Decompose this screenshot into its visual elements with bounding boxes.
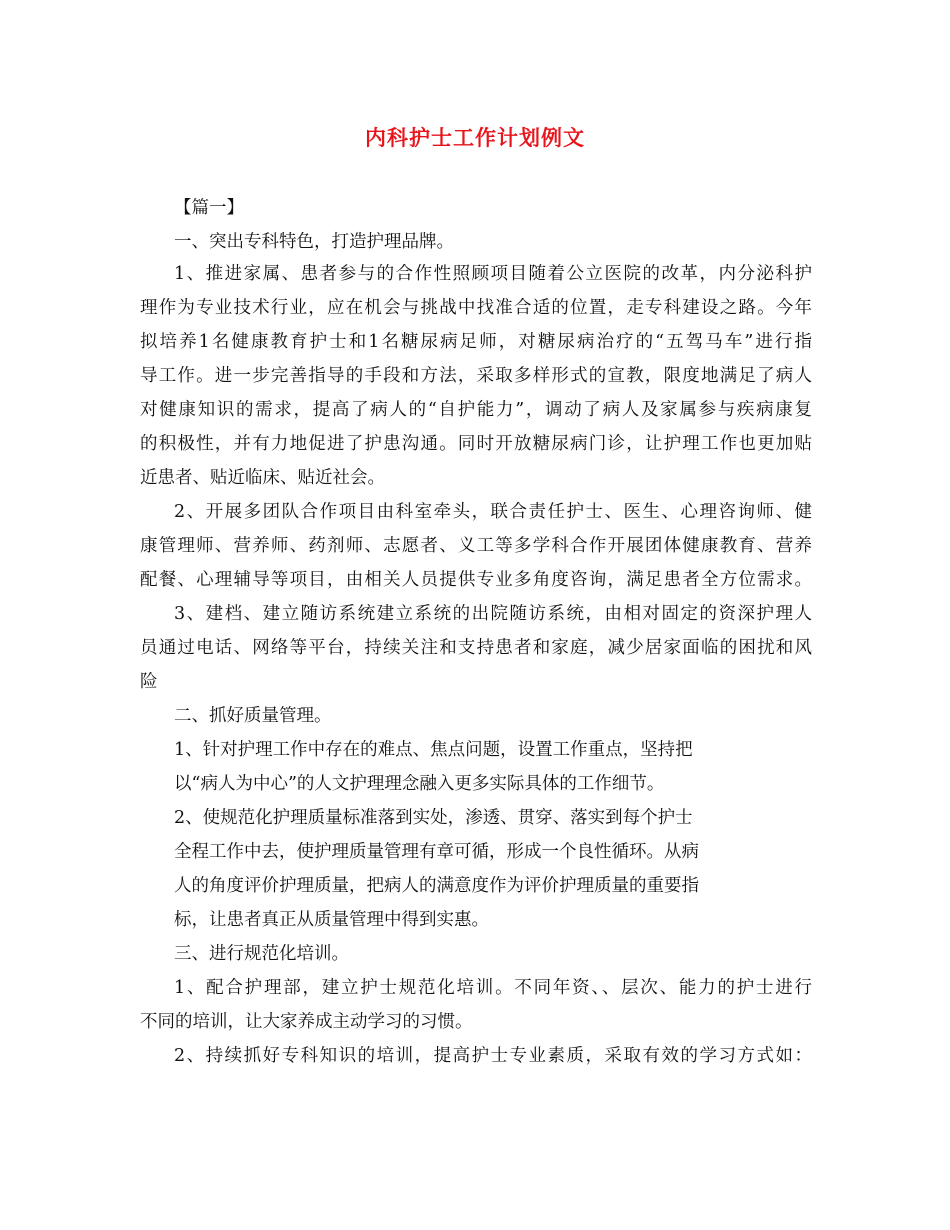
paragraph-line: 不同的培训，让大家养成主动学习的习惯。 <box>140 1012 473 1032</box>
paragraph-line: 2、持续抓好专科知识的培训，提高护士专业素质，采取有效的学习方式如： <box>174 1046 812 1066</box>
paragraph-line: 以“病人为中心”的人文护理理念融入更多实际具体的工作细节。 <box>174 774 665 794</box>
paragraph-line: 3、建档、建立随访系统建立系统的出院随访系统，由相对固定的资深护理人 <box>174 604 812 624</box>
paragraph-line: 对健康知识的需求，提高了病人的“自护能力”，调动了病人及家属参与疾病康复 <box>140 400 812 420</box>
paragraph-line: 近患者、贴近临床、贴近社会。 <box>140 468 385 488</box>
heading-2: 二、抓好质量管理。 <box>174 706 332 726</box>
paragraph-line: 员通过电话、网络等平台，持续关注和支持患者和家庭，减少居家面临的困扰和风 <box>140 638 812 658</box>
document-title: 内科护士工作计划例文 <box>365 125 585 150</box>
section-label: 【篇一】 <box>174 198 244 218</box>
paragraph-line: 导工作。进一步完善指导的手段和方法，采取多样形式的宣教，限度地满足了病人 <box>140 366 812 386</box>
paragraph-line: 的积极性，并有力地促进了护患沟通。同时开放糖尿病门诊，让护理工作也更加贴 <box>140 434 812 454</box>
heading-1: 一、突出专科特色，打造护理品牌。 <box>174 232 454 252</box>
paragraph-line: 理作为专业技术行业，应在机会与挑战中找准合适的位置，走专科建设之路。今年 <box>140 298 812 318</box>
paragraph-line: 拟培养1名健康教育护士和1名糖尿病足师，对糖尿病治疗的“五驾马车”进行指 <box>140 332 812 352</box>
paragraph-line: 康管理师、营养师、药剂师、志愿者、义工等多学科合作开展团体健康教育、营养 <box>140 536 812 556</box>
heading-3: 三、进行规范化培训。 <box>174 944 349 964</box>
paragraph-line: 人的角度评价护理质量，把病人的满意度作为评价护理质量的重要指 <box>174 876 699 896</box>
paragraph-line: 全程工作中去，使护理质量管理有章可循，形成一个良性循环。从病 <box>174 842 699 862</box>
paragraph-line: 险 <box>140 672 158 692</box>
paragraph-line: 1、推进家属、患者参与的合作性照顾项目随着公立医院的改革，内分泌科护 <box>174 264 812 284</box>
paragraph-line: 2、使规范化护理质量标准落到实处，渗透、贯穿、落实到每个护士 <box>174 808 693 828</box>
paragraph-line: 配餐、心理辅导等项目，由相关人员提供专业多角度咨询，满足患者全方位需求。 <box>140 570 812 590</box>
paragraph-line: 1、针对护理工作中存在的难点、焦点问题，设置工作重点，坚持把 <box>174 740 693 760</box>
paragraph-line: 2、开展多团队合作项目由科室牵头，联合责任护士、医生、心理咨询师、健 <box>174 502 812 522</box>
paragraph-line: 1、配合护理部，建立护士规范化培训。不同年资、、层次、能力的护士进行 <box>174 978 812 998</box>
paragraph-line: 标，让患者真正从质量管理中得到实惠。 <box>174 910 489 930</box>
